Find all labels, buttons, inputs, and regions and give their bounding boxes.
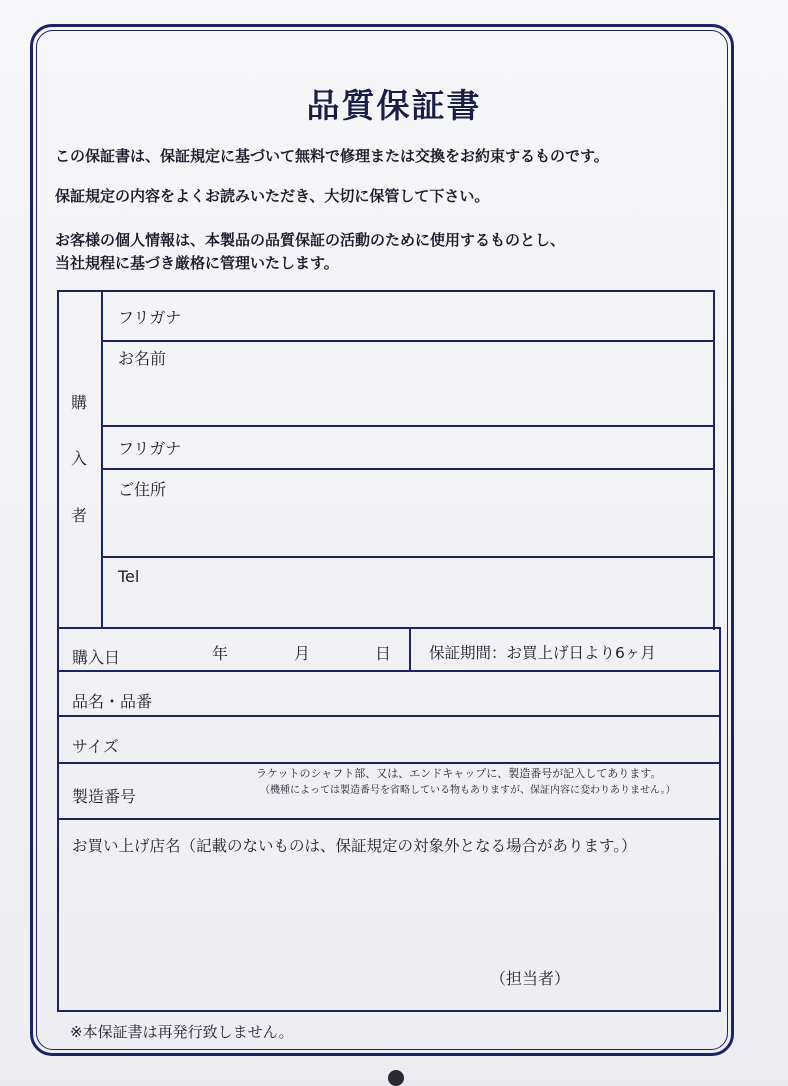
store-name-label: お買い上げ店名（記載のないものは、保証規定の対象外となる場合があります。） bbox=[72, 837, 637, 855]
month-label: 月 bbox=[294, 644, 311, 663]
buyer-label-char-3: 者 bbox=[71, 506, 88, 525]
intro-line-2: 保証規定の内容をよくお読みいただき、大切に保管して下さい。 bbox=[55, 187, 490, 205]
buyer-label-char-2: 入 bbox=[71, 449, 88, 468]
serial-number-label: 製造番号 bbox=[72, 787, 137, 806]
address-label: ご住所 bbox=[118, 480, 167, 499]
staff-label: （担当者） bbox=[490, 969, 571, 988]
serial-note-1: ラケットのシャフト部、又は、エンドキャップに、製造番号が記入してあります。 bbox=[256, 767, 662, 780]
serial-note-2: （機種によっては製造番号を省略している物もありますが、保証内容に変わりありません。） bbox=[260, 785, 676, 796]
buyer-label-char-1: 購 bbox=[71, 393, 88, 412]
inner-frame bbox=[36, 30, 728, 1050]
furigana-label-1: フリガナ bbox=[118, 308, 182, 327]
purchase-date-label: 購入日 bbox=[72, 648, 121, 667]
name-label: お名前 bbox=[118, 349, 167, 368]
page-number-mark bbox=[388, 1070, 404, 1086]
size-label: サイズ bbox=[72, 737, 119, 756]
page-title: 品質保証書 bbox=[306, 86, 482, 125]
warranty-period: 保証期間：お買上げ日より6ヶ月 bbox=[429, 644, 656, 662]
year-label: 年 bbox=[212, 644, 229, 663]
product-name-label: 品名・品番 bbox=[72, 692, 153, 711]
furigana-label-2: フリガナ bbox=[118, 439, 182, 458]
intro-line-3a: お客様の個人情報は、本製品の品質保証の活動のために使用するものとし、 bbox=[55, 231, 566, 249]
no-reissue-note: ※本保証書は再発行致しません。 bbox=[70, 1023, 294, 1041]
intro-line-3b: 当社規程に基づき厳格に管理いたします。 bbox=[55, 254, 339, 272]
intro-line-1: この保証書は、保証規定に基づいて無料で修理または交換をお約束するものです。 bbox=[55, 147, 609, 165]
tel-label: Tel bbox=[118, 567, 140, 586]
day-label: 日 bbox=[375, 644, 392, 663]
